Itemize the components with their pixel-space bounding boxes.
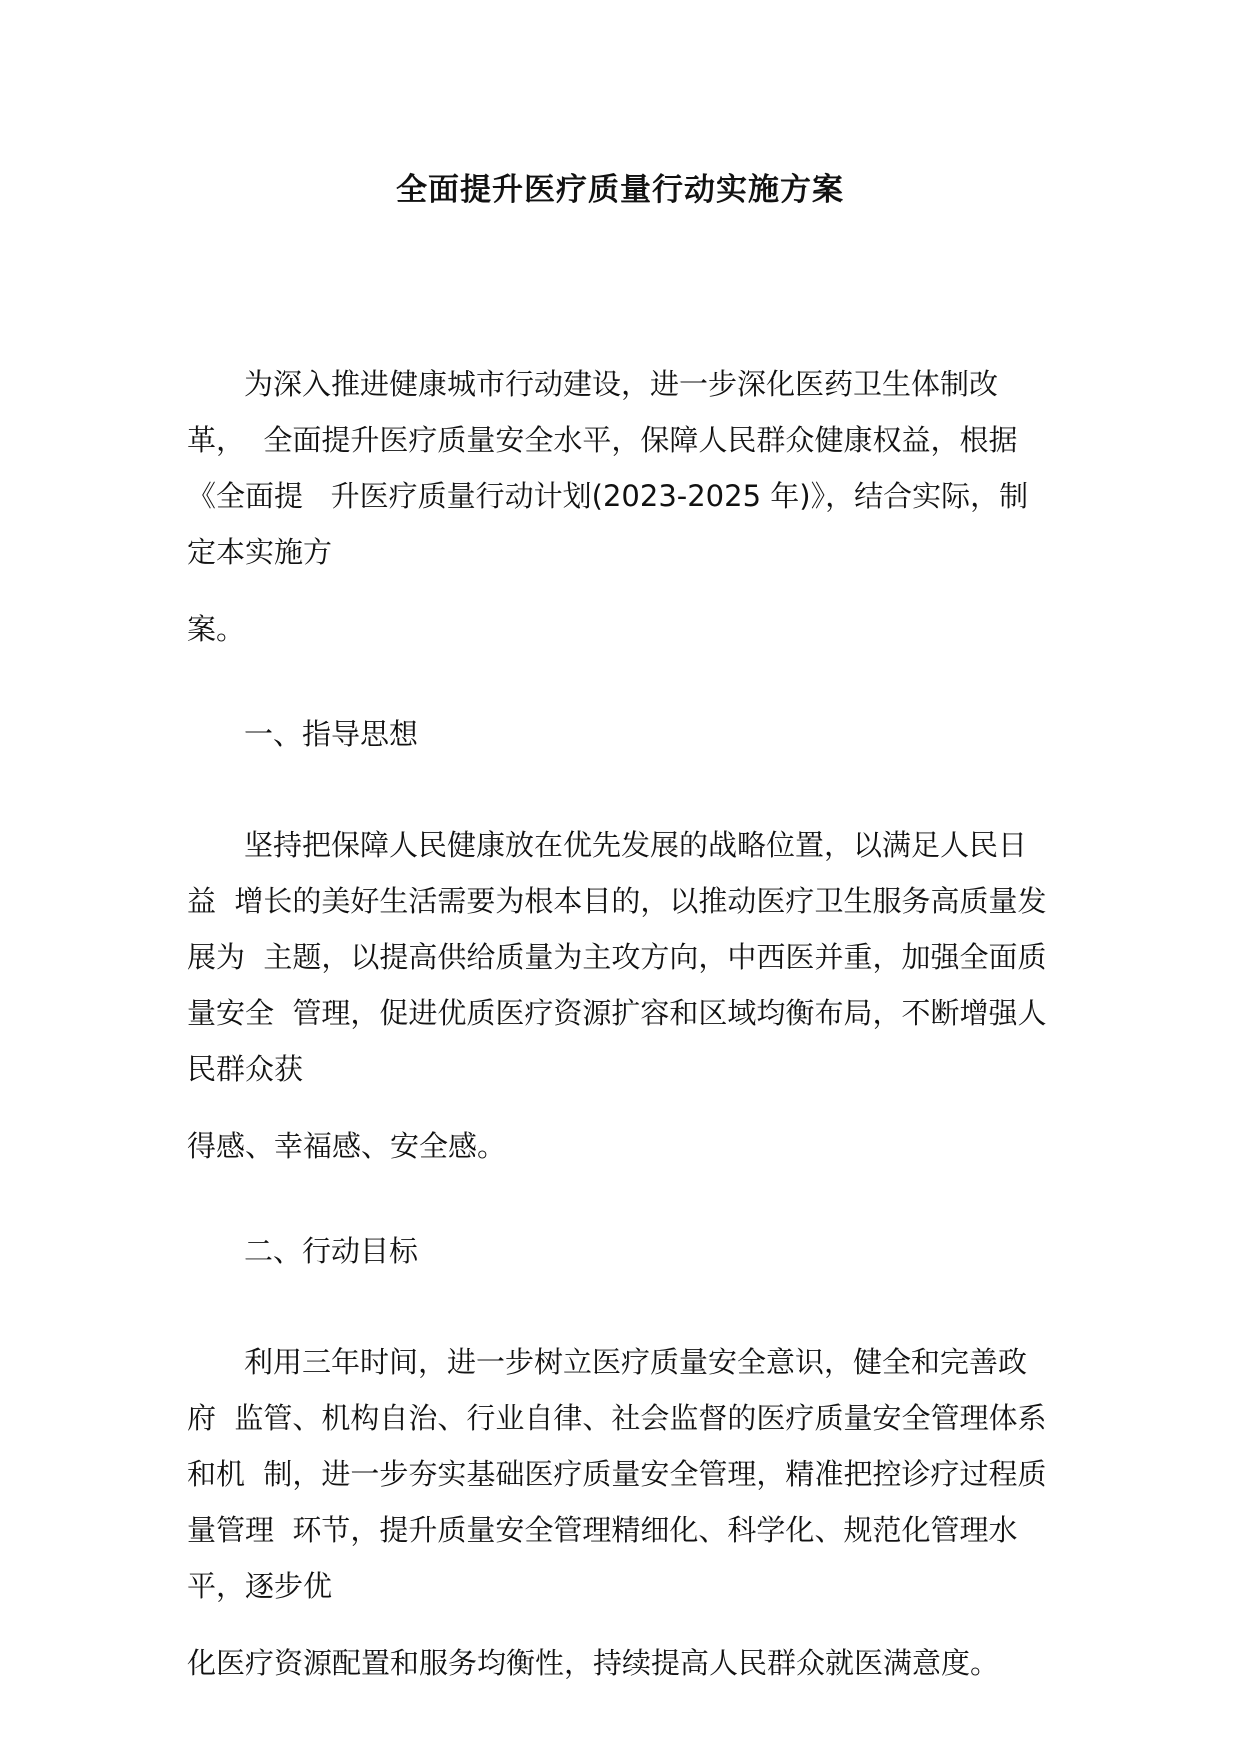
text-line: 量管理 环节，提升质量安全管理精细化、科学化、规范化管理水 — [187, 1513, 1018, 1547]
text-line: 量安全 管理，促进优质医疗资源扩容和区域均衡布局，不断增强人 — [187, 996, 1047, 1030]
text-line: 《全面提 升医疗质量行动计划(2023-2025 年)》，结合实际，制 — [187, 479, 1029, 513]
text-line: 利用三年时间，进一步树立医疗质量安全意识，健全和完善政 — [244, 1345, 1028, 1379]
text-line: 和机 制，进一步夯实基础医疗质量安全管理，精准把控诊疗过程质 — [187, 1457, 1047, 1491]
text-line: 为深入推进健康城市行动建设，进一步深化医药卫生体制改 — [244, 367, 999, 401]
text-line: 定本实施方 — [187, 535, 333, 569]
section-heading-action-goals: 二、行动目标 — [244, 1234, 419, 1268]
text-line: 府 监管、机构自治、行业自律、社会监督的医疗质量安全管理体系 — [187, 1401, 1047, 1435]
text-line: 展为 主题，以提高供给质量为主攻方向，中西医并重，加强全面质 — [187, 940, 1047, 974]
text-line: 平，逐步优 — [187, 1569, 333, 1603]
text-line: 革， 全面提升医疗质量安全水平，保障人民群众健康权益，根据 — [187, 423, 1018, 457]
text-line: 益 增长的美好生活需要为根本目的，以推动医疗卫生服务高质量发 — [187, 884, 1047, 918]
text-line: 案。 — [187, 612, 246, 646]
text-line: 得感、幸福感、安全感。 — [187, 1129, 507, 1163]
text-line: 民群众获 — [187, 1052, 304, 1086]
text-line: 坚持把保障人民健康放在优先发展的战略位置，以满足人民日 — [244, 828, 1028, 862]
document-title: 全面提升医疗质量行动实施方案 — [396, 172, 844, 208]
section-heading-guiding-ideology: 一、指导思想 — [244, 717, 419, 751]
text-line: 化医疗资源配置和服务均衡性，持续提高人民群众就医满意度。 — [187, 1646, 1000, 1680]
